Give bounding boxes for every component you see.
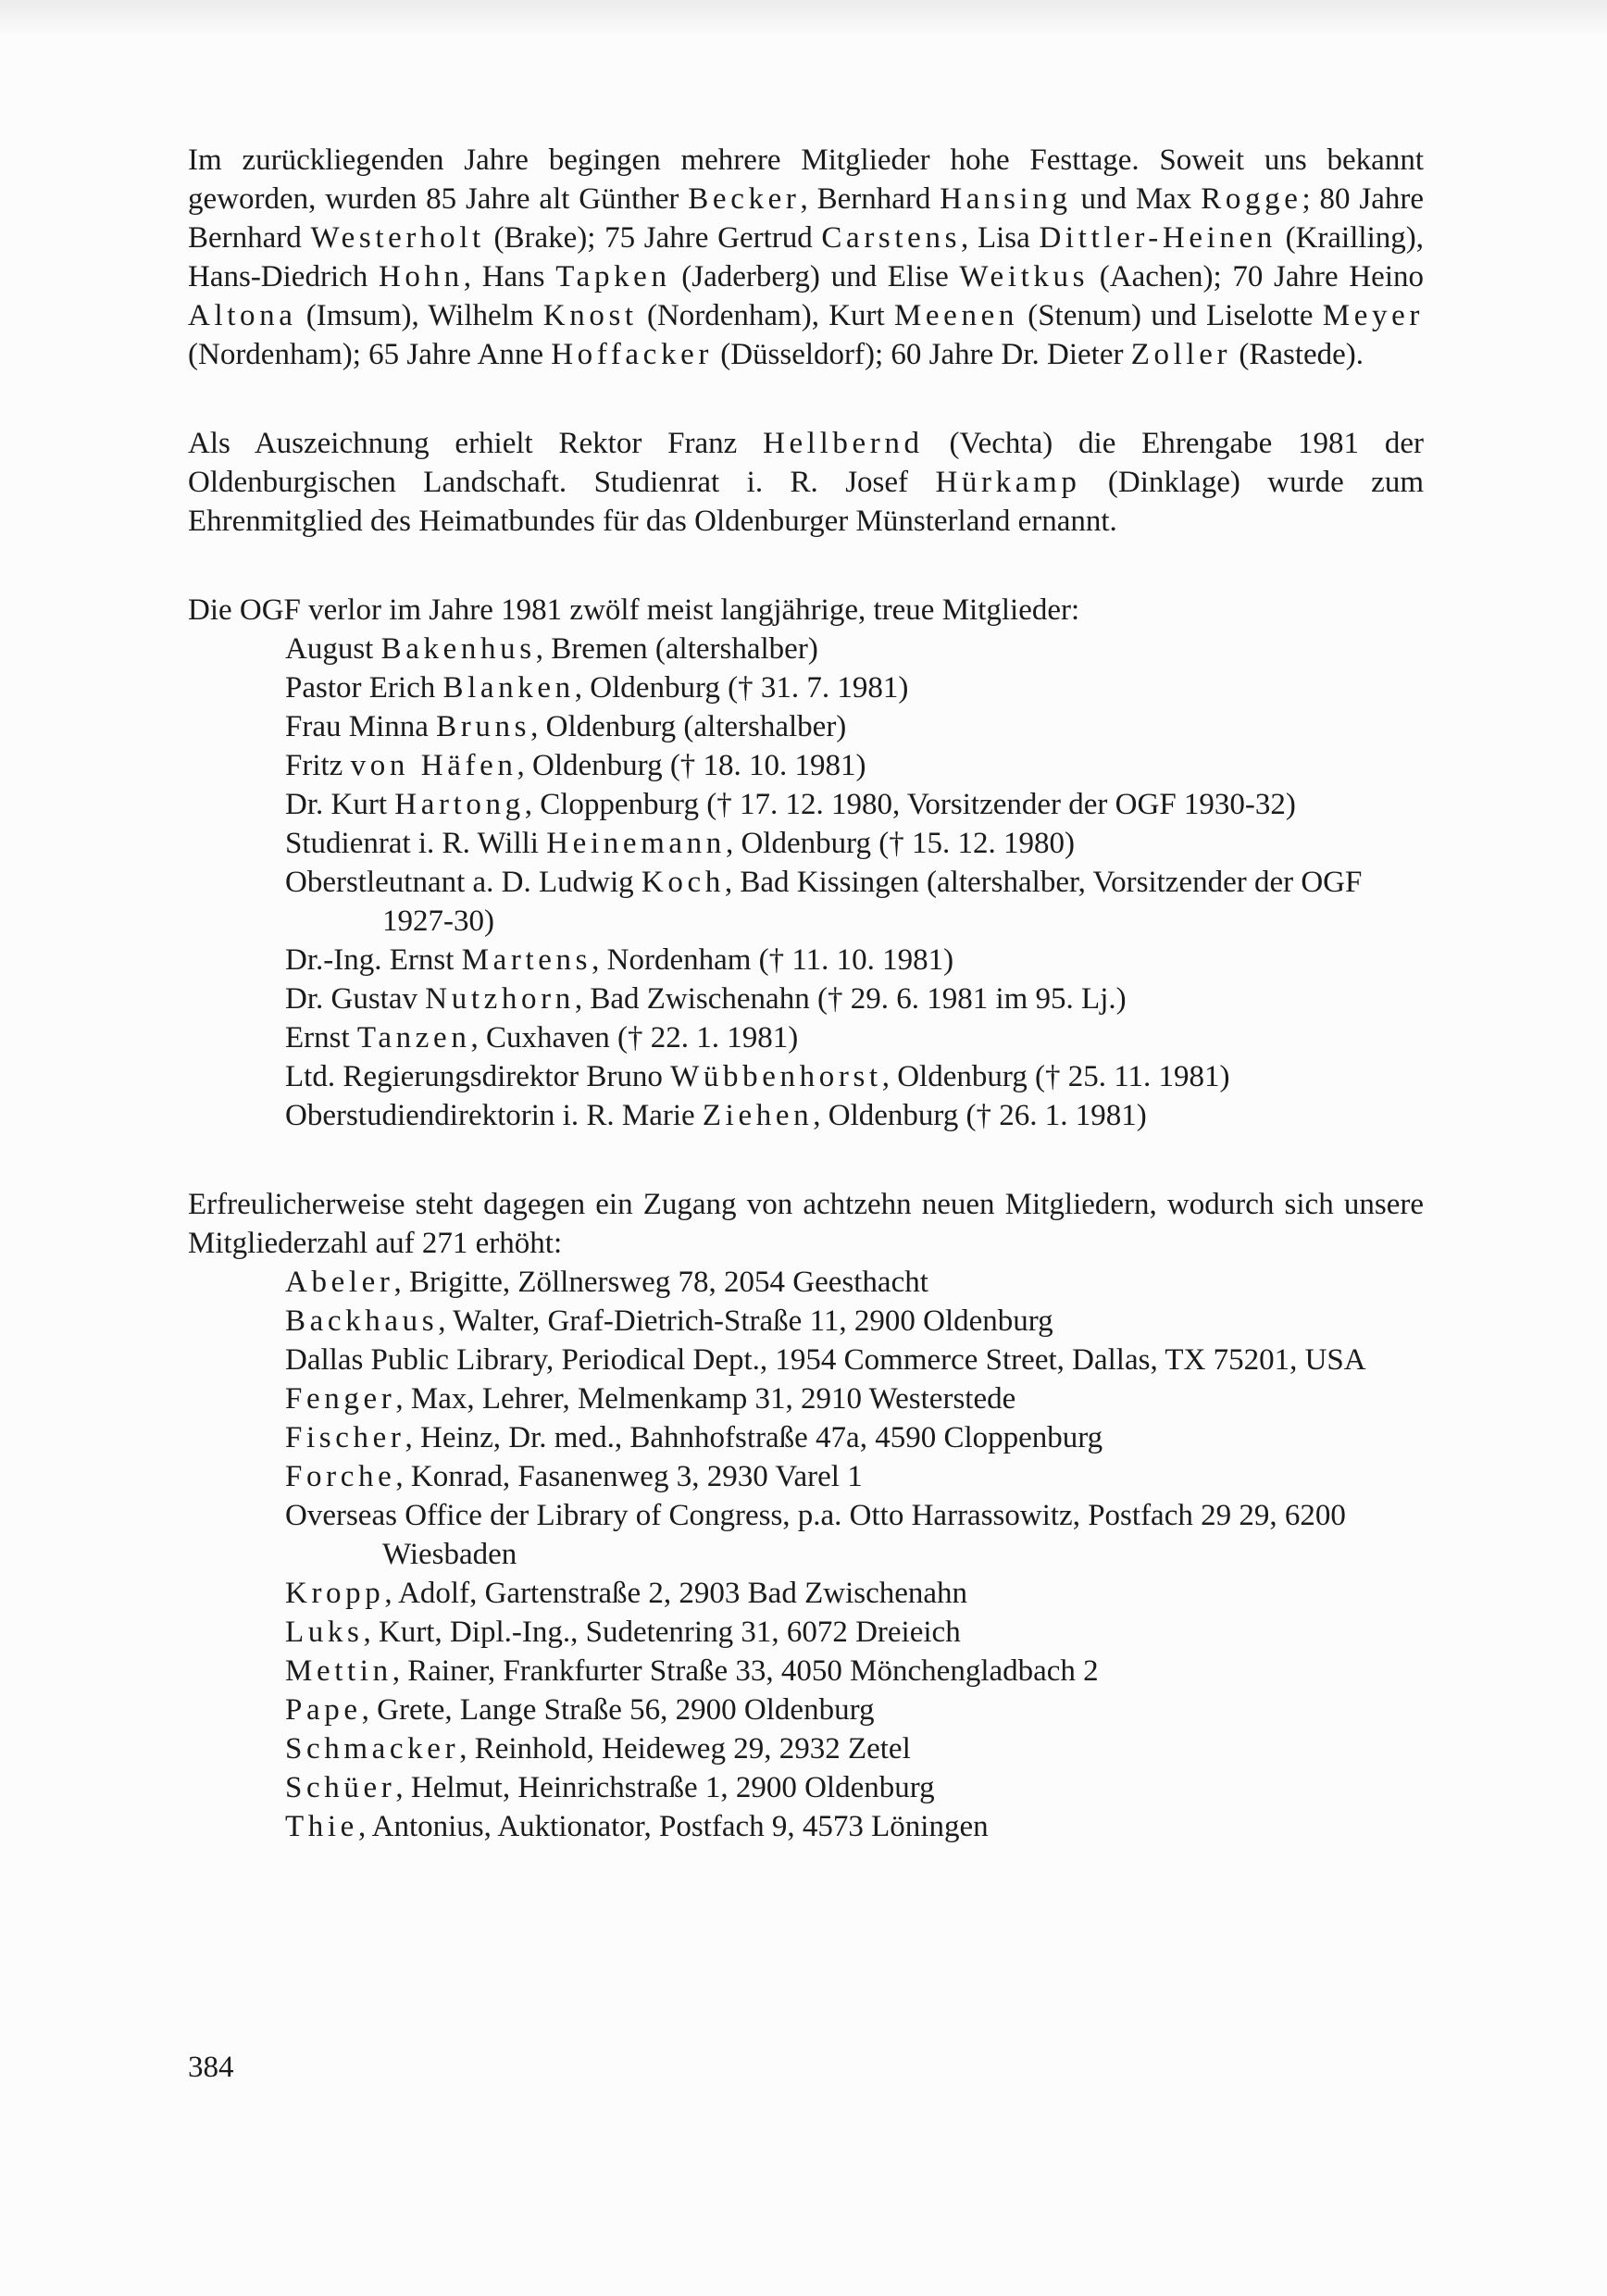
new-member [285,1379,1424,1418]
spaced-name: Blanken [442,671,575,705]
spaced-name: Thie [285,1810,358,1843]
text-run: Ltd. Regierungsdirektor Bruno [285,1060,671,1093]
spaced-name: Hellbernd [763,427,924,460]
text-run: Oberstudiendirektorin i. R. Marie [285,1099,703,1132]
text-run: (Vechta) die Ehrengabe 1981 der Oldenburgischen Landschaft. Studienrat i. R. Josef [188,427,1424,499]
spaced-name: Schmacker [285,1732,460,1766]
spaced-name: Hoffacker [551,338,713,371]
text-run: und Max [1071,182,1202,216]
text-run: , Brigitte, Zöllnersweg 78, 2054 Geesthacht [393,1266,928,1299]
spaced-name: Backhaus [285,1304,439,1338]
spaced-name: Heinemann [546,827,726,860]
text-run: (Rastede). [1231,338,1364,371]
text-run: (Nordenham); 65 Jahre Anne [188,338,552,371]
spaced-name: Zoller [1130,338,1232,371]
spaced-name: Luks [285,1616,364,1649]
text-run: , Bernhard [800,182,941,216]
text-run: Dr.-Ing. Ernst [285,943,462,977]
new-member [285,1613,1424,1652]
text-run: Studienrat i. R. Willi [285,827,547,860]
spaced-name: Abeler [285,1266,394,1299]
spaced-name: Pape [285,1693,362,1727]
spaced-name: Hürkamp [935,466,1081,499]
text-run: (Jaderberg) und Elise [670,260,960,293]
new-member [285,1729,1424,1768]
new-member [285,1457,1424,1496]
deceased-member [285,980,1424,1018]
text-run: Pastor Erich [285,671,443,705]
text-run: , Oldenburg († 25. 11. 1981) [881,1060,1230,1093]
text-run: , Oldenburg († 26. 1. 1981) [813,1099,1147,1132]
spaced-name: Tanzen [356,1021,471,1054]
new-member [285,1341,1424,1379]
text-run: Dr. Kurt [285,788,395,821]
text-run: (Imsum), Wilhelm [296,299,543,332]
spaced-name: Tapken [555,260,671,293]
text-run: Im zurückliegenden Jahre begingen mehrere Mitglieder hohe Festtage. Soweit uns bekannt geworden, wurden 85 Jahre alt Günther [188,144,1424,216]
spaced-name: Knost [542,299,638,332]
text-run: , Nordenham († 11. 10. 1981) [592,943,954,977]
document-page [188,141,1424,1846]
text-run: , Hans [463,260,556,293]
text-run: , Grete, Lange Straße 56, 2900 Oldenburg [361,1693,875,1727]
new-member [285,1652,1424,1691]
text-run: Overseas Office der Library of Congress, p.a. Otto Harrassowitz, Postfach 29 29, 6200 Wiesbaden [285,1499,1346,1571]
spaced-name: Bakenhus [380,632,536,666]
new-member [285,1691,1424,1729]
text-run: , Oldenburg († 15. 12. 1980) [725,827,1075,860]
new-member [285,1574,1424,1613]
text-run: , Cloppenburg († 17. 12. 1980, Vorsitzender der OGF 1930-32) [524,788,1296,821]
text-run: Die OGF verlor im Jahre 1981 zwölf meist langjährige, treue Mitglieder: [188,593,1080,627]
spaced-name: Hohn [378,260,464,293]
deceased-member [285,1096,1424,1135]
spaced-name: Becker [688,182,801,216]
text-run: , Max, Lehrer, Melmenkamp 31, 2910 Westerstede [395,1382,1016,1416]
spaced-name: Weitkus [959,260,1090,293]
text-run: , Oldenburg († 31. 7. 1981) [574,671,909,705]
text-run: , Walter, Graf-Dietrich-Straße 11, 2900 Oldenburg [438,1304,1053,1338]
text-run: , Helmut, Heinrichstraße 1, 2900 Oldenburg [395,1771,935,1804]
new-members-list [188,1263,1424,1846]
page-number: 384 [188,2051,234,2084]
text-run: ; 80 Jahre Bernhard [188,182,1425,255]
spaced-name: Meyer [1322,299,1424,332]
text-run: (Brake); 75 Jahre Gertrud [484,221,822,255]
new-member [285,1496,1424,1574]
text-run: , Konrad, Fasanenweg 3, 2930 Varel 1 [395,1460,863,1493]
spaced-name: Kropp [285,1577,385,1610]
deceased-member [285,863,1424,941]
text-run: , Heinz, Dr. med., Bahnhofstraße 47a, 4590 Cloppenburg [405,1421,1103,1454]
deceased-member [285,630,1424,668]
spaced-name: Nutzhorn [425,982,575,1016]
deceased-member [285,668,1424,707]
spaced-name: Hartong [394,788,525,821]
spaced-name: Martens [461,943,592,977]
text-run: Oberstleutnant a. D. Ludwig [285,866,642,899]
text-run: Dr. Gustav [285,982,426,1016]
paragraph-honors [188,424,1424,541]
text-run: , Lisa [961,221,1040,255]
deceased-member [285,1057,1424,1096]
text-run: August [285,632,381,666]
paragraph-birthdays [188,141,1424,374]
deceased-member [285,1018,1424,1057]
text-run: Als Auszeichnung erhielt Rektor Franz [188,427,764,460]
text-run: , Cuxhaven († 22. 1. 1981) [470,1021,799,1054]
spaced-name: Westerholt [310,221,485,255]
text-run: , Bad Zwischenahn († 29. 6. 1981 im 95. Lj.) [574,982,1127,1016]
text-run: , Kurt, Dipl.-Ing., Sudetenring 31, 6072 Dreieich [363,1616,961,1649]
spaced-name: von Häfen [350,749,517,782]
spaced-name: Forche [285,1460,396,1493]
new-member [285,1768,1424,1807]
text-run: (Düsseldorf); 60 Jahre Dr. Dieter [712,338,1131,371]
new-member [285,1263,1424,1302]
spaced-name: Mettin [285,1654,392,1688]
spaced-name: Hansing [940,182,1072,216]
spaced-name: Carstens [821,221,962,255]
text-run: , Oldenburg (altershalber) [530,710,847,743]
text-run: Dallas Public Library, Periodical Dept., 1954 Commerce Street, Dallas, TX 75201, USA [285,1343,1366,1377]
text-run: , Rainer, Frankfurter Straße 33, 4050 Mönchengladbach 2 [392,1654,1099,1688]
deceased-members-list [188,630,1424,1135]
spaced-name: Fenger [285,1382,396,1416]
text-run: (Aachen); 70 Jahre Heino [1089,260,1424,293]
text-run: , Adolf, Gartenstraße 2, 2903 Bad Zwischenahn [384,1577,968,1610]
deceased-member [285,746,1424,785]
spaced-name: Ziehen [702,1099,814,1132]
text-run: , Antonius, Auktionator, Postfach 9, 4573 Löningen [357,1810,989,1843]
text-run: (Stenum) und Liselotte [1017,299,1323,332]
text-run: , Oldenburg († 18. 10. 1981) [517,749,866,782]
deceased-member [285,785,1424,824]
text-run: (Nordenham), Kurt [637,299,894,332]
spaced-name: Dittler-Heinen [1039,221,1277,255]
spaced-name: Altona [188,299,297,332]
text-run: (Dinklage) wurde zum Ehrenmitglied des Heimatbundes für das Oldenburger Münsterland ernannt. [188,466,1424,538]
deceased-member [285,707,1424,746]
new-member [285,1807,1424,1846]
spaced-name: Meenen [893,299,1018,332]
text-run: , Reinhold, Heideweg 29, 2932 Zetel [459,1732,911,1766]
deceased-member [285,941,1424,980]
spaced-name: Koch [641,866,725,899]
spaced-name: Schüer [285,1771,396,1804]
paragraph-new-members-intro [188,1185,1424,1263]
text-run: Fritz [285,749,351,782]
text-run: Ernst [285,1021,357,1054]
new-member [285,1418,1424,1457]
spaced-name: Fischer [285,1421,405,1454]
text-run: Frau Minna [285,710,437,743]
spaced-name: Wübbenhorst [670,1060,882,1093]
spaced-name: Rogge [1201,182,1302,216]
new-member [285,1302,1424,1341]
paragraph-losses-intro [188,591,1424,630]
text-run: (Krailling), Hans-Diedrich [188,221,1424,293]
text-run: Erfreulicherweise steht dagegen ein Zugang von achtzehn neuen Mitgliedern, wodurch sich unsere Mitgliederzahl auf 271 erhöht: [188,1188,1424,1260]
scan-edge-shadow [0,0,1607,37]
deceased-member [285,824,1424,863]
spaced-name: Bruns [436,710,531,743]
text-run: , Bremen (altershalber) [535,632,818,666]
text-run: , Bad Kissingen (altershalber, Vorsitzender der OGF 1927-30) [382,866,1363,938]
